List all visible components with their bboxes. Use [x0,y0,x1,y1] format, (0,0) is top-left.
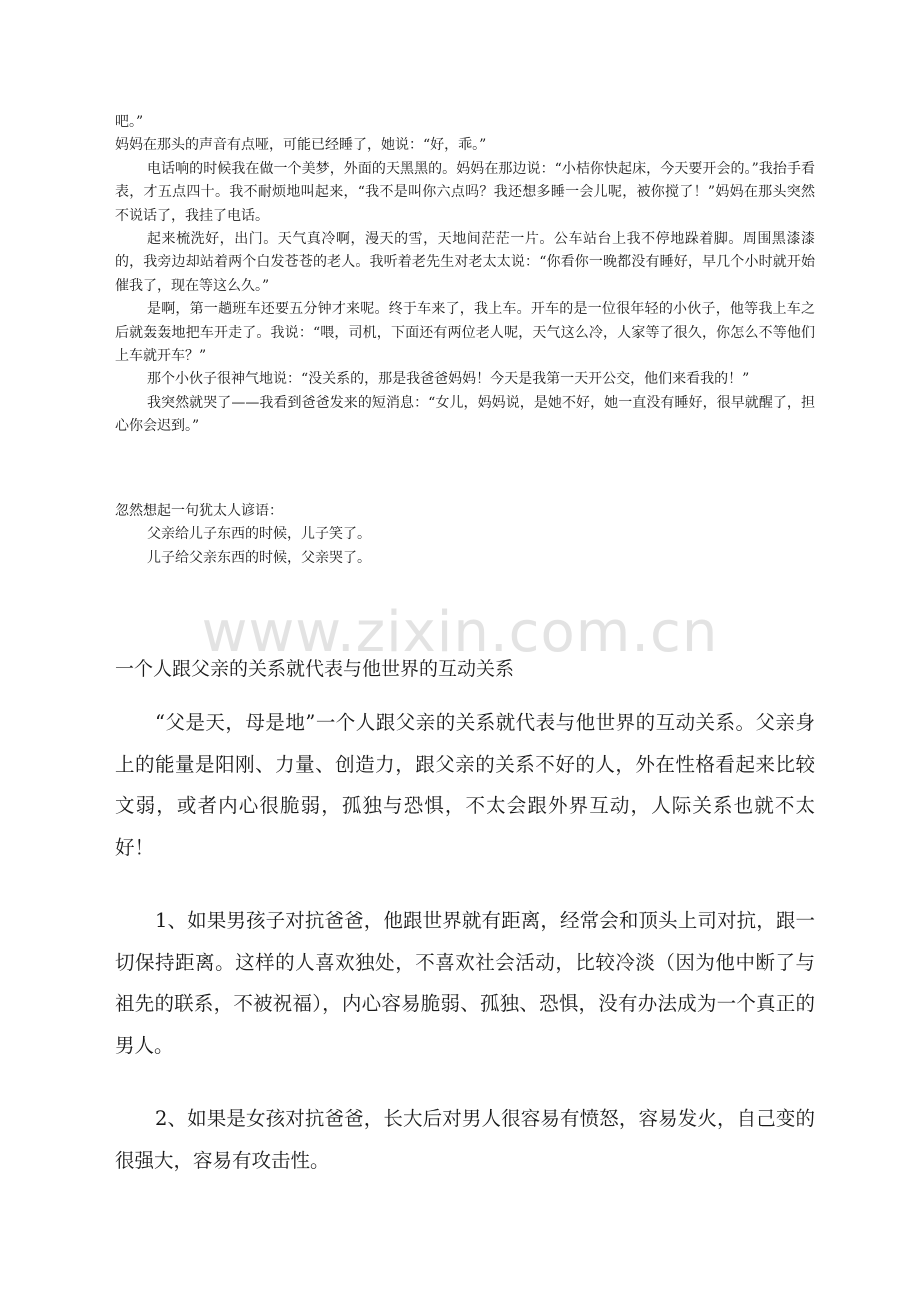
article-paragraph-text: 2、如果是女孩对抗爸爸，长大后对男人很容易有愤怒，容易发火，自己变的很强大，容易有攻击性。 [115,1107,815,1172]
story-paragraph: 电话响的时候我在做一个美梦，外面的天黑黑的。妈妈在那边说：“小桔你快起床，今天要开会的。”我抬手看表，才五点四十。我不耐烦地叫起来，“我不是叫你六点吗？我还想多睡一会儿呢，被你搅了！”妈妈在那头突然不说话了，我挂了电话。 [115,160,815,224]
article-paragraph-text: “父是天，母是地”一个人跟父亲的关系就代表与他世界的互动关系。父亲身上的能量是阳刚、力量、创造力，跟父亲的关系不好的人，外在性格看起来比较文弱，或者内心很脆弱，孤独与恐惧，不太会跟外界互动，人际关系也就不太好！ [115,711,815,859]
story-paragraph: 起来梳洗好，出门。天气真冷啊，漫天的雪，天地间茫茫一片。公车站台上我不停地跺着脚。周围黑漆漆的，我旁边却站着两个白发苍苍的老人。我听着老先生对老太太说：“你看你一晚都没有睡好，早几个小时就开始催我了，现在等这么久。” [115,231,815,294]
story-paragraph: 妈妈在那头的声音有点哑，可能已经睡了，她说：“好，乖。” [115,137,487,154]
story-paragraph: 那个小伙子很神气地说：“没关系的，那是我爸爸妈妈！今天是我第一天开公交，他们来看我的！” [147,371,750,388]
proverb-section [115,500,815,570]
story-paragraph: 吧。” [115,114,144,130]
proverb-line: 父亲给儿子东西的时候，儿子笑了。 [147,526,371,543]
proverb-intro: 忽然想起一句犹太人谚语： [115,503,283,519]
story-section [115,111,815,439]
story-paragraph: 是啊，第一趟班车还要五分钟才来呢。终于车来了，我上车。开车的是一位很年轻的小伙子，他等我上车之后就轰轰地把车开走了。我说：“喂，司机，下面还有两位老人呢，天气这么冷，人家等了很久，你怎么不等他们上车就开车？” [115,301,815,365]
article-paragraph [115,702,815,868]
article-paragraph [115,1098,815,1181]
article-title: 一个人跟父亲的关系就代表与他世界的互动关系 [115,658,515,680]
article-paragraph [115,900,815,1066]
story-paragraph: 我突然就哭了——我看到爸爸发来的短消息：“女儿，妈妈说，是她不好，她一直没有睡好，很早就醒了，担心你会迟到。” [115,394,815,435]
proverb-line: 儿子给父亲东西的时候，父亲哭了。 [147,549,371,566]
watermark: www.zixin.com.cn [201,600,719,665]
article-paragraph-text: 1、如果男孩子对抗爸爸，他跟世界就有距离，经常会和顶头上司对抗，跟一切保持距离。这样的人喜欢独处，不喜欢社会活动，比较冷淡（因为他中断了与祖先的联系，不被祝福），内心容易脆弱、孤独、恐惧，没有办法成为一个真正的男人。 [115,909,815,1057]
